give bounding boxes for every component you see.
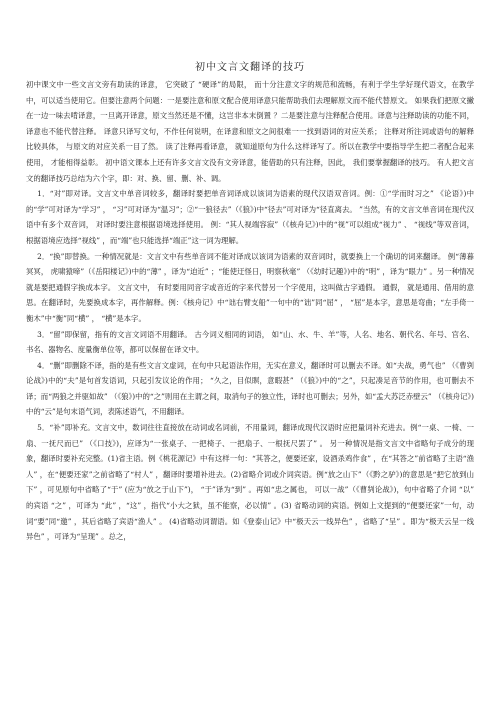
technique-liu-paragraph: 3．“留”即保留，指有的文言文词语不用翻译。 古今词义相同的词语， 如“山、水、牛、羊”等，人名、地名、朝代名、年号、官名、书名、器物名、度量衡单位等，都可以保留在译文中。 <box>26 329 474 355</box>
technique-dui-paragraph: 1．“对”即对译。文言文中单音词较多，翻译时要把单音词译成以该词为语素的现代汉语双音词。例：①“学而时习之” 《论语》)中的“学”可对译为“学习” ， “习”可对译为“温习”；②“一狼径去”（《狼》)中“径去”可对译为“径直离去。 ”当然，有的文言文单音词在现代汉语中有多个双音词， 对译时要注意根据语境选择使用。 例：“其人视端容寂”（《核舟记》)中的“视”可以组成“视力” 、 “视线”等双音词，根据语境应选择“视线” ，而“端”也只能选择“端正”这一词为理解。 <box>26 189 474 245</box>
technique-huan-paragraph: 2．“换”即替换。一种情况就是：文言文中有些单音词不能对译成以该词为语素的双音词时，就要换上一个确切的词来翻译。 例“薄暮冥冥， 虎啸猿啼”（《岳阳楼记》)中的“薄” ，译为“迫近” ；“能使迂怪日，明察秋毫” （《幼时记趣》)中的“明” ，译为“眼力” 。另一种情况就是要把通假字换成本字。 文言文中， 有时要用同音字或音近的字来代替另一个字使用，这叫做古字通假。 通假， 就是通用、借用的意思。在翻译时，先要换成本字，再作解释。例：《核舟记》中“诎右臂支船”一句中的“诎”同“屈” ， “屈”是本字，意思是弯曲；“左手倚一衡木”中“衡”同“横” ， “横”是本字。 <box>26 251 474 323</box>
intro-paragraph: 初中课文中一些文言文旁有助读的译意， 它突破了 “硬译”的局限， 而十分注意文字的规范和流畅，有利于学生学好现代语文，在教学中，可以适当使用它。但要注意两个问题：一是要注意和原文配合使用译意只能帮助我们去理解原文而不能代替原文。 如果我们把原文撇在一边一味去啃译意，一旦离开译意，原文当然还是不懂，这岂非本末倒置 ？二是要注意与注释配合使用。译意与注释助读的功能不同，译意也不能代替注释。 译意只译写文句，不作任何说明，在译意和原文之间很难一一找到语词的对应关系； 注释对所注词或语句的解释比较具体， 与原文的对应关系一目了然。 读了注释再看译意， 就知道原句为什么这样译写了。所以在教学中要指导学生把二者配合起来使用， 才能相得益彰。 初中语文课本上还有许多文言文没有文旁译意，能借助的只有注释，因此， 我们要掌握翻译的技巧。 有人把文言文的翻译技巧总结为六个字，即：对、换、留、删、补、调。 <box>26 80 474 183</box>
document-title: 初中文言文翻译的技巧 <box>195 62 305 73</box>
technique-shan-paragraph: 4．“删”即删除不译，指的是有些文言文虚词，在句中只起语法作用，无实在意义，翻译时可以删去不译。如“夫战，勇气也” （《曹刿论战》)中的“夫”是句首发语词，只起引发议论的作用； “久之，目似瞑，意暇甚” （《狼》)中的“之”，只起凑足音节的作用，也可删去不译；而“两狼之并驱如故” （《狼》)中的“之”则用在主谓之间，取消句子的独立性，译时也可删去；另外，如“孟大苏泛赤壁云” （《核舟记》)中的“云”是句末语气词，表陈述语气，不用翻译。 <box>26 360 474 417</box>
technique-bu-paragraph: 5．“补”即补充。文言文中，数词往往直接放在动词或名词前，不用量词，翻译成现代汉语时应把量词补充进去。例“一桌、一椅、一扇、一抚尺而已” （《口技》)，应译为“一张桌子、一把椅子、一把扇子、一根抚尺罢了” 。 另一种情况是指文言文中省略句子成分的现象，翻译时要补充完整。(1)省主语。例《桃花源记》中有这样一句：“其答之，便要还家，设酒杀鸡作食” ，在“其答之”前省略了主语“渔人” ，在“便要还家”之前省略了“村人” ，翻译时要增补进去。(2)省略介词或介词宾语。例“放之山下”（《黔之驴》)的意思是“把它放到山下” ，可见原句中省略了“于” (应为“放之于山下”)， “于”译为“到” 。再如“忠之属也， 可以一战”（《曹刿论战》)，句中省略了介词 “以” 的宾语 “之” ，可译为 “此” ，“这” ，指代“小大之狱，虽不能察，必以情” 。(3) 省略动词的宾语。例如上文提到的“便要还家”一句，动词“要”同“邀” ，其后省略了宾语“渔人” 。 (4)省略动词谓语。如《登泰山记》中“极天云一线异色” ，省略了“呈” 。即为“极天云呈一线异色” ，可译为“呈现” 。总之， <box>26 423 474 542</box>
